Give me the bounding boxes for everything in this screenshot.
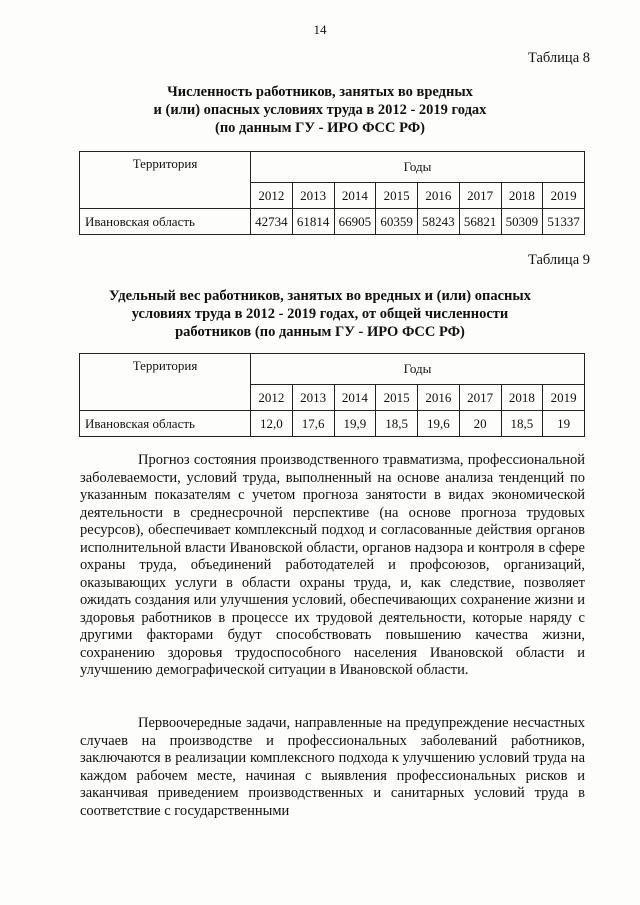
table8-data-row — [80, 209, 585, 235]
table9-header-territory: Территория — [80, 354, 251, 411]
table9-value: 17,6 — [292, 411, 334, 437]
table8-year: 2019 — [543, 183, 585, 209]
table9-value: 12,0 — [251, 411, 293, 437]
table8-title-line-1: Численность работников, занятых во вредных — [167, 84, 473, 100]
table8-row-name: Ивановская область — [80, 209, 251, 235]
table9-year: 2012 — [251, 385, 293, 411]
table9-title-line-1: Удельный вес работников, занятых во вредных и (или) опасных — [109, 288, 531, 304]
table8-year: 2015 — [376, 183, 418, 209]
table8-title-line-3: (по данным ГУ - ИРО ФСС РФ) — [215, 120, 425, 136]
table8-header-years: Годы — [251, 152, 585, 183]
table8-value: 58243 — [418, 209, 460, 235]
table8-title — [80, 83, 560, 137]
table9-row-name: Ивановская область — [80, 411, 251, 437]
table8-year: 2014 — [334, 183, 376, 209]
table9-value: 19,6 — [418, 411, 460, 437]
table9-year: 2018 — [501, 385, 543, 411]
table9-title — [80, 287, 560, 341]
table8-value: 60359 — [376, 209, 418, 235]
table8-value: 66905 — [334, 209, 376, 235]
table9-year: 2015 — [376, 385, 418, 411]
table9-year: 2016 — [418, 385, 460, 411]
body-paragraph-1: Прогноз состояния производственного травматизма, профессиональной заболеваемости, условий труда, выполненный на основе анализа тенденций по указанным показателям с учетом прогноза занятости в видах экономической деятельности в среднесрочной перспективе (на основе прогноза трудовых ресурсов), обеспечивает комплексный подход и согласованные действия органов исполнительной власти Ивановской области, органов надзора и контроля в сфере охраны труда, объединений работодателей и профсоюзов, организаций, оказывающих услуги в области охраны труда, и, как следствие, позволяет ожидать создания или улучшения условий, обеспечивающих сохранение жизни и здоровья работников в процессе их трудовой деятельности, которые наряду с другими факторами будут способствовать повышению качества жизни, сохранению здоровья трудоспособного населения Ивановской области и улучшению демографической ситуации в Ивановской области. — [80, 452, 585, 678]
table8-value: 51337 — [543, 209, 585, 235]
table9-title-line-3: работников (по данным ГУ - ИРО ФСС РФ) — [175, 324, 465, 340]
table8-title-line-2: и (или) опасных условиях труда в 2012 - 2019 годах — [153, 102, 487, 118]
table8 — [79, 151, 585, 235]
table8-value: 56821 — [459, 209, 501, 235]
table8-label: Таблица 8 — [527, 50, 590, 66]
table8-header-territory: Территория — [80, 152, 251, 209]
table9-data-row — [80, 411, 585, 437]
table9-value: 18,5 — [501, 411, 543, 437]
table9-header-years: Годы — [251, 354, 585, 385]
table8-value: 50309 — [501, 209, 543, 235]
table8-year: 2016 — [418, 183, 460, 209]
body-paragraph-2: Первоочередные задачи, направленные на предупреждение несчастных случаев на производстве и профессиональных заболеваний работников, заключаются в реализации комплексного подхода к улучшению условий труда на каждом рабочем месте, начиная с выявления профессиональных рисков и заканчивая приведением производственных и санитарных условий труда в соответствие с государственными — [80, 715, 585, 819]
table8-year: 2018 — [501, 183, 543, 209]
table9-year: 2014 — [334, 385, 376, 411]
table8-value: 61814 — [292, 209, 334, 235]
table9-title-line-2: условиях труда в 2012 - 2019 годах, от общей численности — [131, 306, 509, 322]
table9-year: 2013 — [292, 385, 334, 411]
table9-value: 18,5 — [376, 411, 418, 437]
table8-year: 2017 — [459, 183, 501, 209]
table8-year: 2012 — [251, 183, 293, 209]
table9-year: 2019 — [543, 385, 585, 411]
table9-label: Таблица 9 — [527, 252, 590, 268]
table9-value: 19 — [543, 411, 585, 437]
table9-value: 20 — [459, 411, 501, 437]
table8-value: 42734 — [251, 209, 293, 235]
table8-year: 2013 — [292, 183, 334, 209]
table9 — [79, 353, 585, 437]
page-number: 14 — [313, 22, 327, 37]
table9-year: 2017 — [459, 385, 501, 411]
table9-value: 19,9 — [334, 411, 376, 437]
